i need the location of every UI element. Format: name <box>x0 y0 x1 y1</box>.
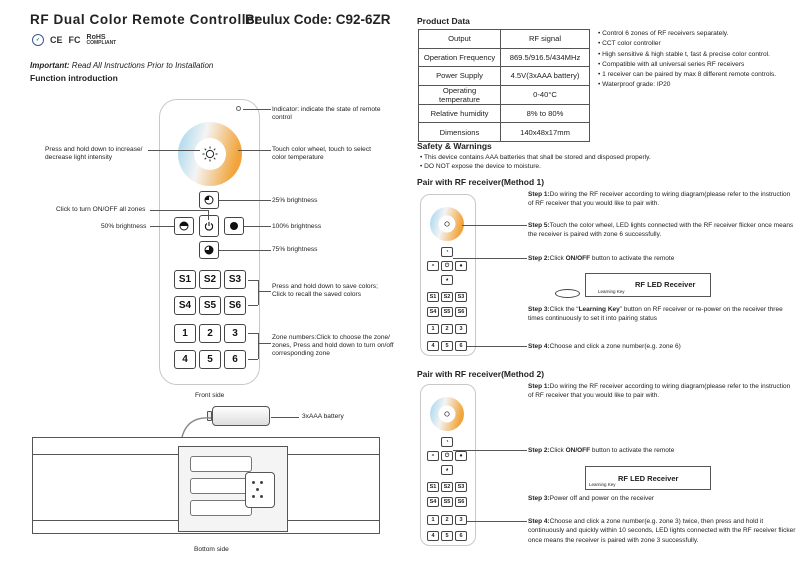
step-label: Step 3: <box>528 306 550 313</box>
cover-latch <box>245 472 275 508</box>
scene-button-s3[interactable]: S3 <box>224 270 246 289</box>
pair-method2-heading: Pair with RF receiver(Method 2) <box>417 369 545 379</box>
pair2-scene-s5: S5 <box>441 497 453 507</box>
brightness-100-label: 100% brightness <box>272 223 322 230</box>
certification-logos <box>32 33 116 47</box>
list-item: • Compatible with all universal series RF receivers <box>598 60 745 68</box>
scene-button-s5[interactable]: S5 <box>199 296 221 315</box>
three-quarter-circle-icon <box>204 245 214 255</box>
leader-line <box>453 258 527 259</box>
pair1-zone-5: 5 <box>441 341 453 351</box>
scene-button-s4[interactable]: S4 <box>174 296 196 315</box>
pair1-scene-s6: S6 <box>455 307 467 317</box>
on-off-label: Click to turn ON/OFF all zones <box>56 206 146 213</box>
safety-heading: Safety & Warnings <box>417 141 492 151</box>
spec-value: 8% to 80% <box>501 104 590 123</box>
latch-dot <box>252 481 255 484</box>
zone-button-4[interactable]: 4 <box>174 350 196 369</box>
step-text: Choose and click a zone number(e.g. zone 3) twice, then press and hold it continuously and quickly within 10 seconds, LED lights connected with the RF receiver flicker once means the receiver is paired with zone 3 successfully. <box>528 518 796 544</box>
pair2-zone-3: 3 <box>455 515 467 525</box>
pair2-scene-s4: S4 <box>427 497 439 507</box>
pair2-step3 <box>528 494 796 503</box>
table-row <box>419 30 590 49</box>
quality-seal-icon: ✓ <box>32 34 44 46</box>
pair2-brightness-75-button: ◕ <box>441 465 453 475</box>
leader-line <box>271 417 299 418</box>
brightness-75-button[interactable] <box>199 241 219 259</box>
pair1-zone-1: 1 <box>427 324 439 334</box>
leader-line <box>208 210 209 220</box>
leader-line <box>258 280 259 305</box>
spec-key: Operation Frequency <box>419 48 501 67</box>
pair2-zone-1: 1 <box>427 515 439 525</box>
leader-line <box>258 343 271 344</box>
pair1-step5 <box>528 221 796 240</box>
leader-line <box>258 291 271 292</box>
spec-value: RF signal <box>501 30 590 49</box>
rohs-mark <box>87 34 117 46</box>
important-text: Read All Instructions Prior to Installation <box>71 61 214 70</box>
learning-key-button <box>555 289 580 298</box>
pair1-brightness-50-button: ◓ <box>427 261 439 271</box>
pair2-step4 <box>528 517 798 545</box>
receiver-title: RF LED Receiver <box>635 280 696 289</box>
step-text: Touch the color wheel, LED lights connected with the RF receiver flicker once means the receiver is paired with zone 6 successfully. <box>528 222 794 239</box>
pair1-scene-s4: S4 <box>427 307 439 317</box>
front-side-caption: Front side <box>195 392 225 399</box>
spec-value: 140x48x17mm <box>501 123 590 142</box>
hold-dim-label: Press and hold down to increase/ decrease light intensity <box>45 146 143 161</box>
pair1-scene-s1: S1 <box>427 292 439 302</box>
step-label: Step 2: <box>528 255 550 262</box>
pair2-scene-s6: S6 <box>455 497 467 507</box>
pair1-scene-s3: S3 <box>455 292 467 302</box>
step-text: button to activate the remote <box>590 255 675 262</box>
zone-button-2[interactable]: 2 <box>199 324 221 343</box>
important-label: Important: <box>30 61 70 70</box>
spec-key: Relative humidity <box>419 104 501 123</box>
step-text: ” button on RF receiver or re-power on the receiver three times continuously to set it into pairing status <box>528 306 783 323</box>
pair2-color-wheel <box>429 396 465 432</box>
pair1-receiver <box>585 273 711 297</box>
pair2-step1 <box>528 382 796 401</box>
learning-key-label: Learning Key <box>589 482 616 487</box>
leader-line <box>219 200 271 201</box>
battery-illustration <box>212 406 270 426</box>
document-title: RF Dual Color Remote Controller <box>30 12 261 27</box>
step-label: Step 4: <box>528 343 550 350</box>
leader-line <box>238 150 271 151</box>
step-text: Power off and power on the receiver <box>549 495 654 502</box>
leader-line <box>462 225 527 226</box>
leader-line <box>248 280 258 281</box>
leader-line <box>248 333 258 334</box>
leader-line <box>467 346 527 347</box>
pair2-zone-5: 5 <box>441 531 453 541</box>
product-code: Beulux Code: C92-6ZR <box>245 12 391 27</box>
step-label: Step 1: <box>528 191 550 198</box>
pair1-step2 <box>528 254 796 263</box>
spec-table <box>418 29 590 142</box>
on-off-button[interactable] <box>199 215 219 237</box>
spec-key: Power Supply <box>419 67 501 86</box>
quarter-circle-icon <box>204 195 214 205</box>
safety-line: • This device contains AAA batteries that shall be stored and disposed properly. <box>420 154 651 161</box>
pair-method1-heading: Pair with RF receiver(Method 1) <box>417 177 545 187</box>
pair2-receiver <box>585 466 711 490</box>
color-wheel-label: Touch color wheel, touch to select color temperature <box>272 146 371 161</box>
step-label: Step 5: <box>528 222 550 229</box>
list-item: • Control 6 zones of RF receivers separately. <box>598 30 729 37</box>
pair1-brightness-75-button: ◕ <box>441 275 453 285</box>
zone-button-1[interactable]: 1 <box>174 324 196 343</box>
pair1-color-wheel <box>429 206 465 242</box>
step-label: Step 4: <box>528 518 550 525</box>
pair2-scene-s1: S1 <box>427 482 439 492</box>
leader-line <box>148 150 200 151</box>
step-text: Click <box>549 447 566 454</box>
list-item: • 1 receiver can be paired by max 8 different remote controls. <box>598 71 777 79</box>
latch-dot <box>260 495 263 498</box>
pair1-step4 <box>528 342 796 351</box>
step-text: Click the “ <box>549 306 579 313</box>
table-row <box>419 123 590 142</box>
pair2-step2 <box>528 446 796 455</box>
pair2-brightness-50-button: ◓ <box>427 451 439 461</box>
leader-line <box>258 333 259 359</box>
pair1-zone-4: 4 <box>427 341 439 351</box>
pair2-zone-2: 2 <box>441 515 453 525</box>
feature-list <box>598 29 803 91</box>
scene-button-s2[interactable]: S2 <box>199 270 221 289</box>
battery-cell <box>190 456 252 472</box>
step-text: button to activate the remote <box>590 447 675 454</box>
leader-line <box>467 521 527 522</box>
rohs-label: RoHS <box>86 34 106 41</box>
pair2-zone-4: 4 <box>427 531 439 541</box>
fcc-mark: FC <box>68 35 81 45</box>
step-key: Learning Key <box>578 306 620 313</box>
bottom-side-caption: Bottom side <box>194 546 229 553</box>
leader-line <box>243 109 271 110</box>
full-circle-icon <box>229 221 239 231</box>
list-item: • High sensitive & high stable t, fast & precise color control. <box>598 50 770 58</box>
half-circle-icon <box>179 221 189 231</box>
leader-line <box>248 305 258 306</box>
pair1-zone-3: 3 <box>455 324 467 334</box>
step-text: Click <box>549 255 566 262</box>
table-row <box>419 104 590 123</box>
color-wheel[interactable] <box>177 121 243 187</box>
brightness-50-button[interactable] <box>174 217 194 235</box>
receiver-title: RF LED Receiver <box>618 474 679 483</box>
rohs-compliant-label: COMPLIANT <box>86 40 117 46</box>
brightness-25-label: 25% brightness <box>272 197 318 204</box>
pair1-scene-s5: S5 <box>441 307 453 317</box>
latch-dot <box>260 481 263 484</box>
list-item: • CCT color controller <box>598 40 661 48</box>
battery-label: 3xAAA battery <box>302 413 344 420</box>
pair1-zone-6: 6 <box>455 341 467 351</box>
indicator-label: Indicator: indicate the state of remote control <box>272 106 381 121</box>
pair1-step3 <box>528 305 796 324</box>
pair1-scene-s2: S2 <box>441 292 453 302</box>
pair2-on-off-button: ⏻ <box>441 451 453 461</box>
scene-button-s6[interactable]: S6 <box>224 296 246 315</box>
latch-dot <box>256 488 259 491</box>
pair2-brightness-25-button: ◔ <box>441 437 453 447</box>
leader-line <box>150 226 174 227</box>
zone-button-5[interactable]: 5 <box>199 350 221 369</box>
leader-line <box>219 250 271 251</box>
indicator-led-icon <box>236 106 241 111</box>
pair2-scene-s2: S2 <box>441 482 453 492</box>
learning-key-label: Learning Key <box>598 289 625 294</box>
leader-line <box>248 359 258 360</box>
battery-cell <box>190 478 252 494</box>
spec-value: 4.5V(3xAAA battery) <box>501 67 590 86</box>
important-note <box>30 61 213 70</box>
ce-mark: CE <box>50 35 63 45</box>
spec-value: 0-40°C <box>501 85 590 104</box>
scene-button-s1[interactable]: S1 <box>174 270 196 289</box>
pair2-zone-6: 6 <box>455 531 467 541</box>
pair1-zone-2: 2 <box>441 324 453 334</box>
leader-line <box>150 210 208 211</box>
step-text: Do wiring the RF receiver according to wiring diagram(please refer to the instruction of RF receiver that you would like to pair with. <box>528 191 791 208</box>
step-text: Do wiring the RF receiver according to wiring diagram(please refer to the instruction of RF receiver that you would like to pair with. <box>528 383 791 400</box>
pair1-step1 <box>528 190 796 209</box>
spec-key: Dimensions <box>419 123 501 142</box>
save-colors-label: Press and hold down to save colors; Click to recall the saved colors <box>272 283 378 298</box>
pair1-brightness-25-button: ◔ <box>441 247 453 257</box>
brightness-75-label: 75% brightness <box>272 246 318 253</box>
step-label: Step 1: <box>528 383 550 390</box>
pair1-brightness-100-button: ● <box>455 261 467 271</box>
function-heading: Function introduction <box>30 73 118 83</box>
list-item: • Waterproof grade: IP20 <box>598 81 671 89</box>
pair2-brightness-100-button: ● <box>455 451 467 461</box>
latch-dot <box>252 495 255 498</box>
power-icon <box>204 221 214 231</box>
spec-key: Operating temperature <box>419 85 501 104</box>
leader-line <box>244 226 271 227</box>
step-text: Choose and click a zone number(e.g. zone 6) <box>549 343 681 350</box>
table-row <box>419 67 590 86</box>
zone-button-6[interactable]: 6 <box>224 350 246 369</box>
spec-key: Output <box>419 30 501 49</box>
safety-line: • DO NOT expose the device to moisture. <box>420 163 541 170</box>
pair2-scene-s3: S3 <box>455 482 467 492</box>
spec-value: 869.5/916.5/434MHz <box>501 48 590 67</box>
pair1-on-off-button: ⏻ <box>441 261 453 271</box>
leader-line <box>453 450 527 451</box>
step-key: ON/OFF <box>565 447 591 454</box>
zones-label: Zone numbers:Click to choose the zone/ zones, Press and hold down to turn on/off corresponding zone <box>272 334 394 357</box>
step-key: ON/OFF <box>565 255 591 262</box>
battery-cell <box>190 500 252 516</box>
brightness-100-button[interactable] <box>224 217 244 235</box>
product-data-heading: Product Data <box>417 16 470 26</box>
table-row <box>419 48 590 67</box>
zone-button-3[interactable]: 3 <box>224 324 246 343</box>
step-label: Step 2: <box>528 447 550 454</box>
brightness-25-button[interactable] <box>199 191 219 209</box>
table-row <box>419 85 590 104</box>
brightness-50-label: 50% brightness <box>101 223 147 230</box>
step-label: Step 3: <box>528 495 550 502</box>
